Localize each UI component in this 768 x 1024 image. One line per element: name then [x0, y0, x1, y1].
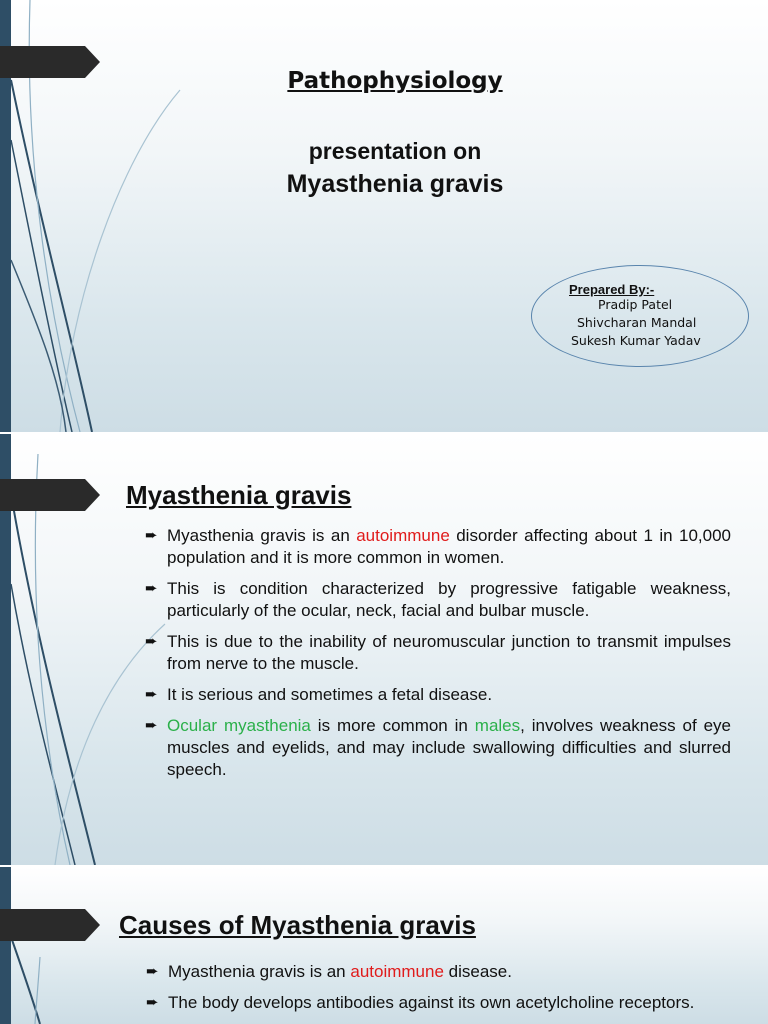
pointing-hand-icon: ➨: [145, 580, 158, 597]
list-item: ➨ This is condition characterized by progressive fatigable weakness, particularly of the ocular, neck, facial and bulbar muscle.: [145, 579, 731, 620]
list-item: ➨ Myasthenia gravis is an autoimmune disorder affecting about 1 in 10,000 population and it is more common in women.: [145, 526, 731, 567]
presentation-topic: Myasthenia gravis: [286, 170, 504, 198]
list-item: ➨ The body develops antibodies against its own acetylcholine receptors.: [146, 993, 695, 1012]
list-item: ➨ This is due to the inability of neuromuscular junction to transmit impulses from nerve to the muscle.: [145, 632, 731, 673]
pointing-hand-icon: ➨: [145, 633, 158, 650]
list-item: ➨ Myasthenia gravis is an autoimmune disease.: [146, 962, 512, 981]
presentation-subtitle: presentation on: [308, 138, 482, 164]
list-item: ➨ Ocular myasthenia is more common in males, involves weakness of eye muscles and eyelids, and may include swallowing difficulties and slurred speech.: [145, 716, 732, 779]
slide-2: [0, 434, 768, 865]
highlight-term: autoimmune: [356, 526, 450, 545]
pointing-hand-icon: ➨: [145, 686, 158, 703]
pointing-hand-icon: ➨: [146, 994, 159, 1011]
slide-arrow-marker: [0, 479, 100, 511]
author-name: Sukesh Kumar Yadav: [571, 333, 701, 348]
bullet-list: [146, 961, 738, 1023]
presentation-title: Pathophysiology: [287, 68, 503, 94]
highlight-term: autoimmune: [350, 962, 444, 981]
pointing-hand-icon: ➨: [145, 717, 158, 734]
prepared-by-label: Prepared By:-: [569, 282, 655, 297]
highlight-term: males: [474, 716, 521, 735]
slide-heading: Causes of Myasthenia gravis: [119, 910, 476, 940]
list-item: ➨ It is serious and sometimes a fetal disease.: [145, 685, 493, 704]
slide-heading: Myasthenia gravis: [126, 480, 352, 510]
bullet-list: [145, 525, 731, 790]
slide-arrow-marker: [0, 909, 100, 941]
pointing-hand-icon: ➨: [145, 527, 158, 544]
slide-1: [0, 0, 768, 432]
pointing-hand-icon: ➨: [146, 963, 159, 980]
slide-3: [0, 867, 768, 1024]
author-name: Shivcharan Mandal: [577, 315, 697, 330]
author-name: Pradip Patel: [598, 297, 673, 312]
highlight-term: Ocular myasthenia: [167, 716, 311, 735]
